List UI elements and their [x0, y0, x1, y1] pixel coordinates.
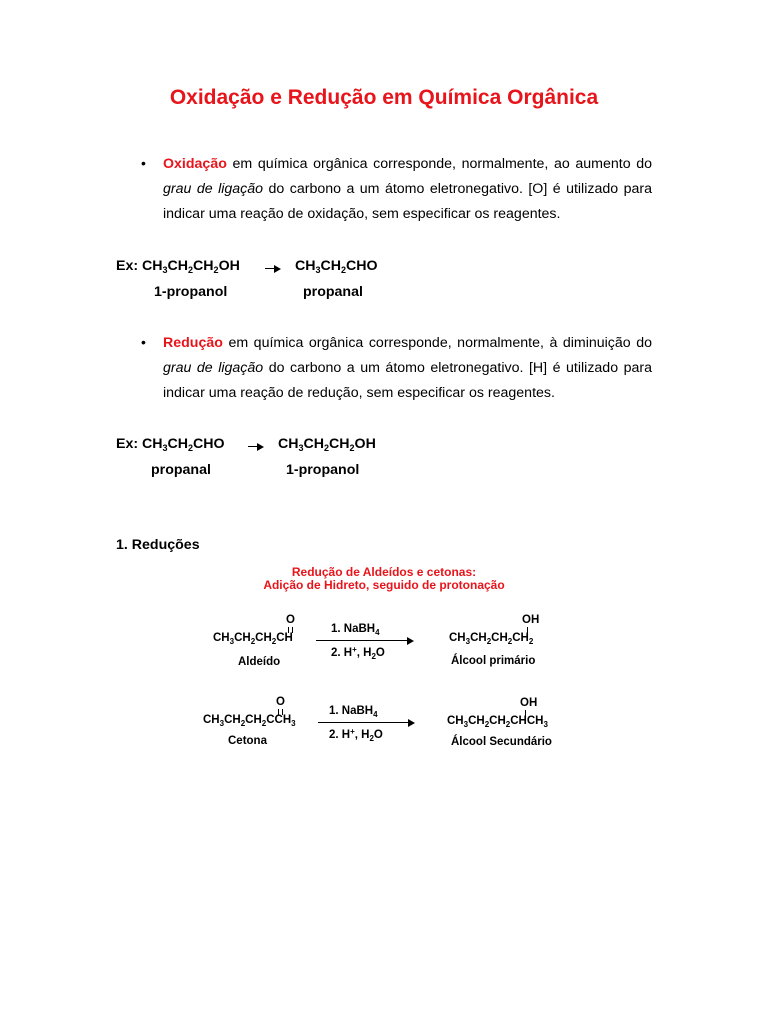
reagent-text: O: [373, 729, 383, 741]
bullet-oxidation: •: [141, 155, 146, 171]
ketone-formula: $CH_3CH_2CH_2CCH_3$: [203, 714, 296, 728]
reduction-paragraph: [163, 331, 652, 406]
oxidation-paragraph: [163, 152, 652, 227]
reagent-text: 1. NaBH: [331, 623, 376, 635]
scheme-title-2: Adição de Hidreto, seguido de protonação: [263, 578, 505, 592]
reduction-term: Redução: [163, 335, 223, 351]
reduction-text-1: em química orgânica corresponde, normalmente, à diminuição do: [222, 335, 652, 351]
reagent-text: 1. NaBH: [329, 705, 374, 717]
ketone-reagent-1: 1. NaBH$_4$: [329, 705, 378, 719]
reagent-text: , H: [356, 647, 372, 659]
primary-alcohol-formula: $CH_3CH_2CH_2CH_2$: [449, 632, 534, 646]
reagent-text: 2. H: [329, 729, 351, 741]
oxidation-product-name: propanal: [303, 284, 363, 300]
secondary-alcohol-oh-label: OH: [520, 697, 538, 709]
oxidation-text-2: do carbono a um átomo eletronegativo. [O] é utilizado para indicar uma reação de oxidação, sem especificar os reagentes.: [163, 181, 652, 222]
aldehyde-name: Aldeído: [238, 656, 281, 668]
aldehyde-o-label: O: [286, 614, 295, 626]
reduction-italic: grau de ligação: [163, 360, 264, 376]
secondary-alcohol-formula: $CH_3CH_2CH_2CHCH_3$: [447, 715, 548, 729]
reduction-product-name: 1-propanol: [286, 462, 360, 478]
oxidation-text-1: em química orgânica corresponde, normalmente, ao aumento do: [226, 156, 652, 172]
reagent-text: , H: [354, 729, 370, 741]
reduction-arrow: [248, 446, 262, 447]
ketone-reagent-2: 2. H+, $H_2O$: [329, 727, 383, 743]
secondary-alcohol-name: Álcool Secundário: [451, 736, 552, 748]
aldehyde-arrow: [316, 640, 412, 641]
oxidation-product: $CH_3CH_2CHO$: [295, 258, 378, 275]
oxidation-term: Oxidação: [163, 156, 227, 172]
ex-label: Ex:: [116, 258, 139, 274]
section-heading: 1. Reduções: [116, 537, 200, 553]
bullet-reduction: •: [141, 334, 146, 350]
reagent-text: 2. H: [331, 647, 353, 659]
primary-alcohol-oh-label: OH: [522, 614, 540, 626]
oxidation-arrow: [265, 268, 279, 269]
oxidation-reactant-name: 1-propanol: [154, 284, 228, 300]
aldehyde-reagent-2: 2. H+, $H_2O$: [331, 645, 385, 661]
scheme-title-1: Redução de Aldeídos e cetonas:: [291, 565, 477, 579]
reduction-product: $CH_3CH_2CH_2OH$: [278, 436, 376, 453]
ex-label: Ex:: [116, 436, 139, 452]
page-title: Oxidação e Redução em Química Orgânica: [169, 86, 599, 109]
oxidation-example: Ex: $CH_3CH_2CH_2OH$: [116, 258, 240, 275]
aldehyde-reagent-1: 1. NaBH$_4$: [331, 623, 380, 637]
reagent-text: O: [375, 647, 385, 659]
primary-alcohol-name: Álcool primário: [451, 655, 536, 667]
oxidation-italic: grau de ligação: [163, 181, 264, 197]
reduction-text-2: do carbono a um átomo eletronegativo. [H] é utilizado para indicar uma reação de redução, sem especificar os reagentes.: [163, 360, 652, 401]
reduction-reactant-name: propanal: [151, 462, 211, 478]
ketone-name: Cetona: [228, 735, 267, 747]
reduction-example: Ex: $CH_3CH_2CHO$: [116, 436, 225, 453]
ketone-arrow: [318, 722, 413, 723]
aldehyde-formula: $CH_3CH_2CH_2CH$: [213, 632, 293, 646]
ketone-o-label: O: [276, 696, 285, 708]
